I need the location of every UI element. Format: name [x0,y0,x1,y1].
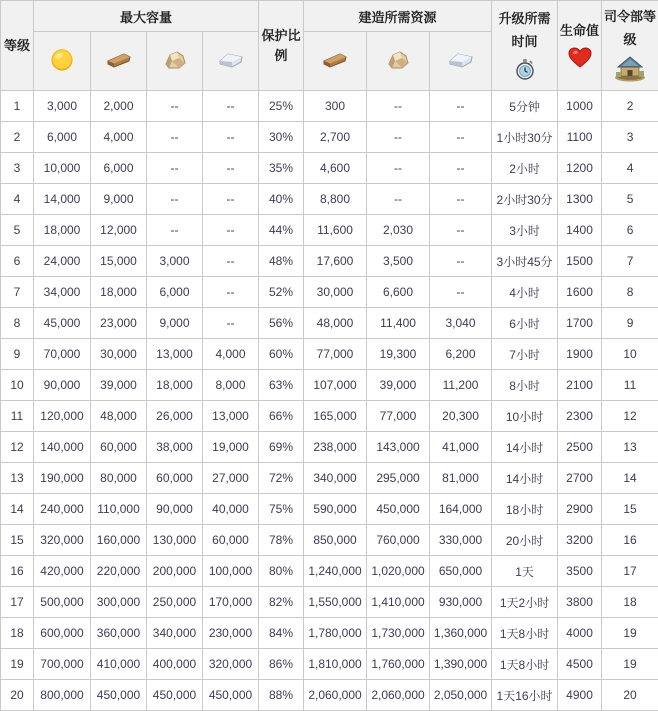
cell-protection_ratio: 88% [259,680,304,711]
cell-capacity_gold: 140,000 [34,432,91,463]
cell-capacity_gold: 24,000 [34,246,91,277]
col-header-hq-level [602,1,658,91]
cell-build_wood: 30,000 [304,277,367,308]
cell-hq_level: 13 [602,432,658,463]
cell-build_iron: -- [430,246,492,277]
cell-build_stone: 77,000 [367,401,430,432]
col-header-hp [558,1,602,91]
cell-level: 17 [1,587,34,618]
cell-hq_level: 20 [602,680,658,711]
cell-level: 10 [1,370,34,401]
cell-build_stone: 760,000 [367,525,430,556]
cell-build_wood: 1,240,000 [304,556,367,587]
cell-capacity_wood: 2,000 [91,91,147,122]
cell-level: 8 [1,308,34,339]
cell-capacity_wood: 160,000 [91,525,147,556]
stone-icon [383,47,413,76]
cell-capacity_iron: -- [203,122,259,153]
table-header [1,1,658,91]
col-header-max-capacity: 最大容量 [34,1,259,32]
cell-upgrade_time: 2小时30分 [492,184,558,215]
cell-capacity_wood: 18,000 [91,277,147,308]
cell-capacity_gold: 90,000 [34,370,91,401]
cell-level: 14 [1,494,34,525]
table-row [1,339,658,370]
cell-capacity_gold: 190,000 [34,463,91,494]
cell-protection_ratio: 25% [259,91,304,122]
cell-protection_ratio: 48% [259,246,304,277]
cell-build_stone: -- [367,91,430,122]
cell-build_iron: 164,000 [430,494,492,525]
wood-icon [320,48,350,75]
cell-build_wood: 77,000 [304,339,367,370]
cell-capacity_wood: 15,000 [91,246,147,277]
table-row [1,370,658,401]
iron-icon [445,49,477,74]
table-row [1,215,658,246]
cell-capacity_iron: 27,000 [203,463,259,494]
cell-capacity_gold: 3,000 [34,91,91,122]
cell-protection_ratio: 35% [259,153,304,184]
cell-build_wood: 4,600 [304,153,367,184]
cell-capacity_stone: 250,000 [147,587,203,618]
cell-hp: 2500 [558,432,602,463]
cell-hp: 4500 [558,649,602,680]
cell-hq_level: 12 [602,401,658,432]
cell-hp: 3200 [558,525,602,556]
cell-upgrade_time: 7小时 [492,339,558,370]
cell-protection_ratio: 30% [259,122,304,153]
cell-hq_level: 16 [602,525,658,556]
cell-build_wood: 590,000 [304,494,367,525]
hq-level-label: 司令部等级 [603,6,657,50]
cell-level: 18 [1,618,34,649]
cell-build_iron: 1,390,000 [430,649,492,680]
cell-level: 5 [1,215,34,246]
cell-capacity_stone: 200,000 [147,556,203,587]
cell-capacity_iron: -- [203,277,259,308]
stopwatch-icon [515,58,535,83]
cell-build_stone: 2,030 [367,215,430,246]
cell-level: 2 [1,122,34,153]
cell-level: 20 [1,680,34,711]
cell-level: 6 [1,246,34,277]
cell-upgrade_time: 1天16小时 [492,680,558,711]
cell-capacity_iron: 40,000 [203,494,259,525]
cell-capacity_wood: 110,000 [91,494,147,525]
table-row [1,401,658,432]
cell-level: 19 [1,649,34,680]
heart-icon [568,47,592,71]
cell-hp: 2100 [558,370,602,401]
cell-build_wood: 300 [304,91,367,122]
cell-hp: 1100 [558,122,602,153]
cell-protection_ratio: 40% [259,184,304,215]
cell-capacity_stone: 6,000 [147,277,203,308]
cell-upgrade_time: 3小时45分 [492,246,558,277]
capacity-gold-header [34,32,91,91]
cell-capacity_gold: 800,000 [34,680,91,711]
cell-hq_level: 10 [602,339,658,370]
gold-icon [49,47,75,76]
cell-build_wood: 238,000 [304,432,367,463]
cell-build_stone: 3,500 [367,246,430,277]
cell-capacity_stone: 450,000 [147,680,203,711]
cell-build_wood: 48,000 [304,308,367,339]
table-row [1,556,658,587]
cell-capacity_gold: 18,000 [34,215,91,246]
table-row [1,184,658,215]
cell-hq_level: 2 [602,91,658,122]
table-row [1,432,658,463]
cell-protection_ratio: 82% [259,587,304,618]
col-header-upgrade-time [492,1,558,91]
cell-hp: 1700 [558,308,602,339]
cell-build_stone: 6,600 [367,277,430,308]
cell-capacity_stone: -- [147,91,203,122]
cell-capacity_wood: 23,000 [91,308,147,339]
cell-build_iron: 2,050,000 [430,680,492,711]
cell-upgrade_time: 3小时 [492,215,558,246]
cell-hq_level: 6 [602,215,658,246]
cell-capacity_gold: 70,000 [34,339,91,370]
cell-hp: 2300 [558,401,602,432]
cell-build_iron: 6,200 [430,339,492,370]
cell-capacity_wood: 39,000 [91,370,147,401]
cell-capacity_stone: -- [147,184,203,215]
cell-build_iron: -- [430,153,492,184]
table-row [1,587,658,618]
cell-level: 1 [1,91,34,122]
cell-hp: 2700 [558,463,602,494]
cell-hq_level: 3 [602,122,658,153]
cell-capacity_iron: 4,000 [203,339,259,370]
cell-capacity_gold: 240,000 [34,494,91,525]
cell-capacity_iron: -- [203,91,259,122]
cell-build_wood: 11,600 [304,215,367,246]
cell-capacity_wood: 4,000 [91,122,147,153]
cell-level: 12 [1,432,34,463]
table-row [1,277,658,308]
cell-capacity_stone: 130,000 [147,525,203,556]
upgrade-time-label: 升级所需时间 [493,8,556,52]
cell-build_stone: 450,000 [367,494,430,525]
cell-hp: 1300 [558,184,602,215]
cell-build_iron: -- [430,277,492,308]
cell-build_stone: 295,000 [367,463,430,494]
cell-capacity_iron: 320,000 [203,649,259,680]
cell-capacity_stone: 13,000 [147,339,203,370]
cell-upgrade_time: 5分钟 [492,91,558,122]
cell-hp: 4900 [558,680,602,711]
cell-upgrade_time: 14小时 [492,463,558,494]
cell-capacity_gold: 500,000 [34,587,91,618]
cell-capacity_wood: 9,000 [91,184,147,215]
table-row [1,494,658,525]
cell-capacity_gold: 34,000 [34,277,91,308]
cell-capacity_stone: 9,000 [147,308,203,339]
cell-capacity_wood: 360,000 [91,618,147,649]
cell-upgrade_time: 6小时 [492,308,558,339]
hp-label: 生命值 [560,20,599,42]
cell-capacity_iron: 450,000 [203,680,259,711]
cell-capacity_iron: -- [203,184,259,215]
cell-capacity_iron: 100,000 [203,556,259,587]
table-body [1,91,658,711]
cell-capacity_wood: 410,000 [91,649,147,680]
cell-capacity_gold: 700,000 [34,649,91,680]
cell-build_iron: 330,000 [430,525,492,556]
cell-capacity_iron: 8,000 [203,370,259,401]
cell-build_stone: 1,020,000 [367,556,430,587]
cell-protection_ratio: 44% [259,215,304,246]
table-row [1,618,658,649]
cell-build_iron: 650,000 [430,556,492,587]
cell-protection_ratio: 78% [259,525,304,556]
cell-build_iron: 41,000 [430,432,492,463]
table-row [1,246,658,277]
cell-build_iron: -- [430,215,492,246]
cell-protection_ratio: 56% [259,308,304,339]
table-row [1,91,658,122]
cell-build_stone: 1,410,000 [367,587,430,618]
cell-protection_ratio: 80% [259,556,304,587]
cell-protection_ratio: 60% [259,339,304,370]
cell-build_iron: 1,360,000 [430,618,492,649]
cell-protection_ratio: 86% [259,649,304,680]
cell-hq_level: 19 [602,649,658,680]
cell-build_wood: 17,600 [304,246,367,277]
cell-build_wood: 340,000 [304,463,367,494]
cell-hp: 2900 [558,494,602,525]
cell-build_iron: 11,200 [430,370,492,401]
cell-capacity_wood: 220,000 [91,556,147,587]
cell-capacity_wood: 12,000 [91,215,147,246]
cell-capacity_iron: 230,000 [203,618,259,649]
table-row [1,463,658,494]
cell-capacity_iron: -- [203,246,259,277]
cell-build_stone: 2,060,000 [367,680,430,711]
cell-hq_level: 5 [602,184,658,215]
cell-build_wood: 1,810,000 [304,649,367,680]
iron-icon [215,49,247,74]
wood-icon [104,48,134,75]
cell-capacity_gold: 600,000 [34,618,91,649]
cell-build_stone: -- [367,184,430,215]
cell-build_iron: -- [430,184,492,215]
table-row [1,649,658,680]
cell-capacity_gold: 6,000 [34,122,91,153]
cell-build_stone: 1,760,000 [367,649,430,680]
cell-capacity_stone: -- [147,122,203,153]
table-row [1,122,658,153]
cell-capacity_stone: 3,000 [147,246,203,277]
cell-capacity_wood: 300,000 [91,587,147,618]
cell-upgrade_time: 20小时 [492,525,558,556]
cell-build_stone: 39,000 [367,370,430,401]
cell-capacity_gold: 320,000 [34,525,91,556]
cell-build_iron: 20,300 [430,401,492,432]
cell-upgrade_time: 2小时 [492,153,558,184]
cell-protection_ratio: 69% [259,432,304,463]
cell-build_stone: -- [367,153,430,184]
cell-upgrade_time: 1天2小时 [492,587,558,618]
cell-hp: 3500 [558,556,602,587]
col-header-protection-ratio: 保护比例 [259,1,304,91]
capacity-iron-header [203,32,259,91]
cell-capacity_stone: 60,000 [147,463,203,494]
cell-hp: 1900 [558,339,602,370]
cell-capacity_stone: 90,000 [147,494,203,525]
cell-capacity_iron: -- [203,153,259,184]
cell-capacity_stone: 38,000 [147,432,203,463]
cell-upgrade_time: 8小时 [492,370,558,401]
cell-capacity_iron: 19,000 [203,432,259,463]
cell-build_wood: 165,000 [304,401,367,432]
cell-hq_level: 19 [602,618,658,649]
cell-level: 13 [1,463,34,494]
cell-build_iron: 930,000 [430,587,492,618]
cell-protection_ratio: 84% [259,618,304,649]
cell-upgrade_time: 1天8小时 [492,649,558,680]
cell-capacity_gold: 14,000 [34,184,91,215]
cell-capacity_stone: 18,000 [147,370,203,401]
cell-hp: 4000 [558,618,602,649]
cell-capacity_gold: 420,000 [34,556,91,587]
cell-protection_ratio: 52% [259,277,304,308]
cell-build_stone: 11,400 [367,308,430,339]
table-row [1,308,658,339]
cell-build_wood: 8,800 [304,184,367,215]
cell-hq_level: 4 [602,153,658,184]
cell-capacity_wood: 30,000 [91,339,147,370]
cell-upgrade_time: 18小时 [492,494,558,525]
capacity-wood-header [91,32,147,91]
headquarters-icon [613,56,647,85]
build-wood-header [304,32,367,91]
cell-build_iron: 3,040 [430,308,492,339]
cell-level: 15 [1,525,34,556]
cell-capacity_stone: 340,000 [147,618,203,649]
cell-level: 3 [1,153,34,184]
cell-capacity_iron: -- [203,215,259,246]
cell-upgrade_time: 14小时 [492,432,558,463]
cell-upgrade_time: 4小时 [492,277,558,308]
cell-build_wood: 107,000 [304,370,367,401]
cell-capacity_stone: -- [147,215,203,246]
table-row [1,525,658,556]
cell-protection_ratio: 63% [259,370,304,401]
cell-level: 9 [1,339,34,370]
cell-capacity_gold: 45,000 [34,308,91,339]
cell-capacity_stone: 26,000 [147,401,203,432]
cell-capacity_wood: 60,000 [91,432,147,463]
cell-build_stone: 19,300 [367,339,430,370]
cell-hp: 1000 [558,91,602,122]
cell-level: 4 [1,184,34,215]
cell-capacity_iron: 170,000 [203,587,259,618]
cell-upgrade_time: 1小时30分 [492,122,558,153]
cell-level: 7 [1,277,34,308]
cell-capacity_iron: 60,000 [203,525,259,556]
cell-level: 16 [1,556,34,587]
capacity-stone-header [147,32,203,91]
cell-build_iron: 81,000 [430,463,492,494]
cell-build_iron: -- [430,122,492,153]
cell-upgrade_time: 1天8小时 [492,618,558,649]
cell-hp: 1400 [558,215,602,246]
cell-hp: 1200 [558,153,602,184]
cell-capacity_wood: 450,000 [91,680,147,711]
cell-hq_level: 11 [602,370,658,401]
cell-upgrade_time: 1天 [492,556,558,587]
cell-protection_ratio: 75% [259,494,304,525]
cell-capacity_wood: 48,000 [91,401,147,432]
table-row [1,153,658,184]
cell-build_stone: -- [367,122,430,153]
cell-build_stone: 143,000 [367,432,430,463]
cell-protection_ratio: 66% [259,401,304,432]
cell-hp: 1600 [558,277,602,308]
build-stone-header [367,32,430,91]
cell-capacity_wood: 80,000 [91,463,147,494]
cell-hq_level: 17 [602,556,658,587]
cell-capacity_iron: -- [203,308,259,339]
stone-icon [160,47,190,76]
cell-capacity_stone: 400,000 [147,649,203,680]
cell-hq_level: 8 [602,277,658,308]
cell-build_stone: 1,730,000 [367,618,430,649]
cell-level: 11 [1,401,34,432]
cell-capacity_stone: -- [147,153,203,184]
cell-hq_level: 15 [602,494,658,525]
cell-build_wood: 1,550,000 [304,587,367,618]
cell-build_wood: 2,700 [304,122,367,153]
cell-capacity_wood: 6,000 [91,153,147,184]
col-header-level: 等级 [1,1,34,91]
cell-hq_level: 18 [602,587,658,618]
cell-build_wood: 850,000 [304,525,367,556]
cell-build_wood: 2,060,000 [304,680,367,711]
cell-hq_level: 14 [602,463,658,494]
cell-hq_level: 7 [602,246,658,277]
cell-upgrade_time: 10小时 [492,401,558,432]
cell-build_wood: 1,780,000 [304,618,367,649]
cell-protection_ratio: 72% [259,463,304,494]
cell-hp: 3800 [558,587,602,618]
cell-capacity_gold: 120,000 [34,401,91,432]
table-row [1,680,658,711]
cell-hq_level: 9 [602,308,658,339]
cell-capacity_gold: 10,000 [34,153,91,184]
build-iron-header [430,32,492,91]
cell-hp: 1500 [558,246,602,277]
col-header-build-resources: 建造所需资源 [304,1,492,32]
cell-build_iron: -- [430,91,492,122]
cell-capacity_iron: 13,000 [203,401,259,432]
